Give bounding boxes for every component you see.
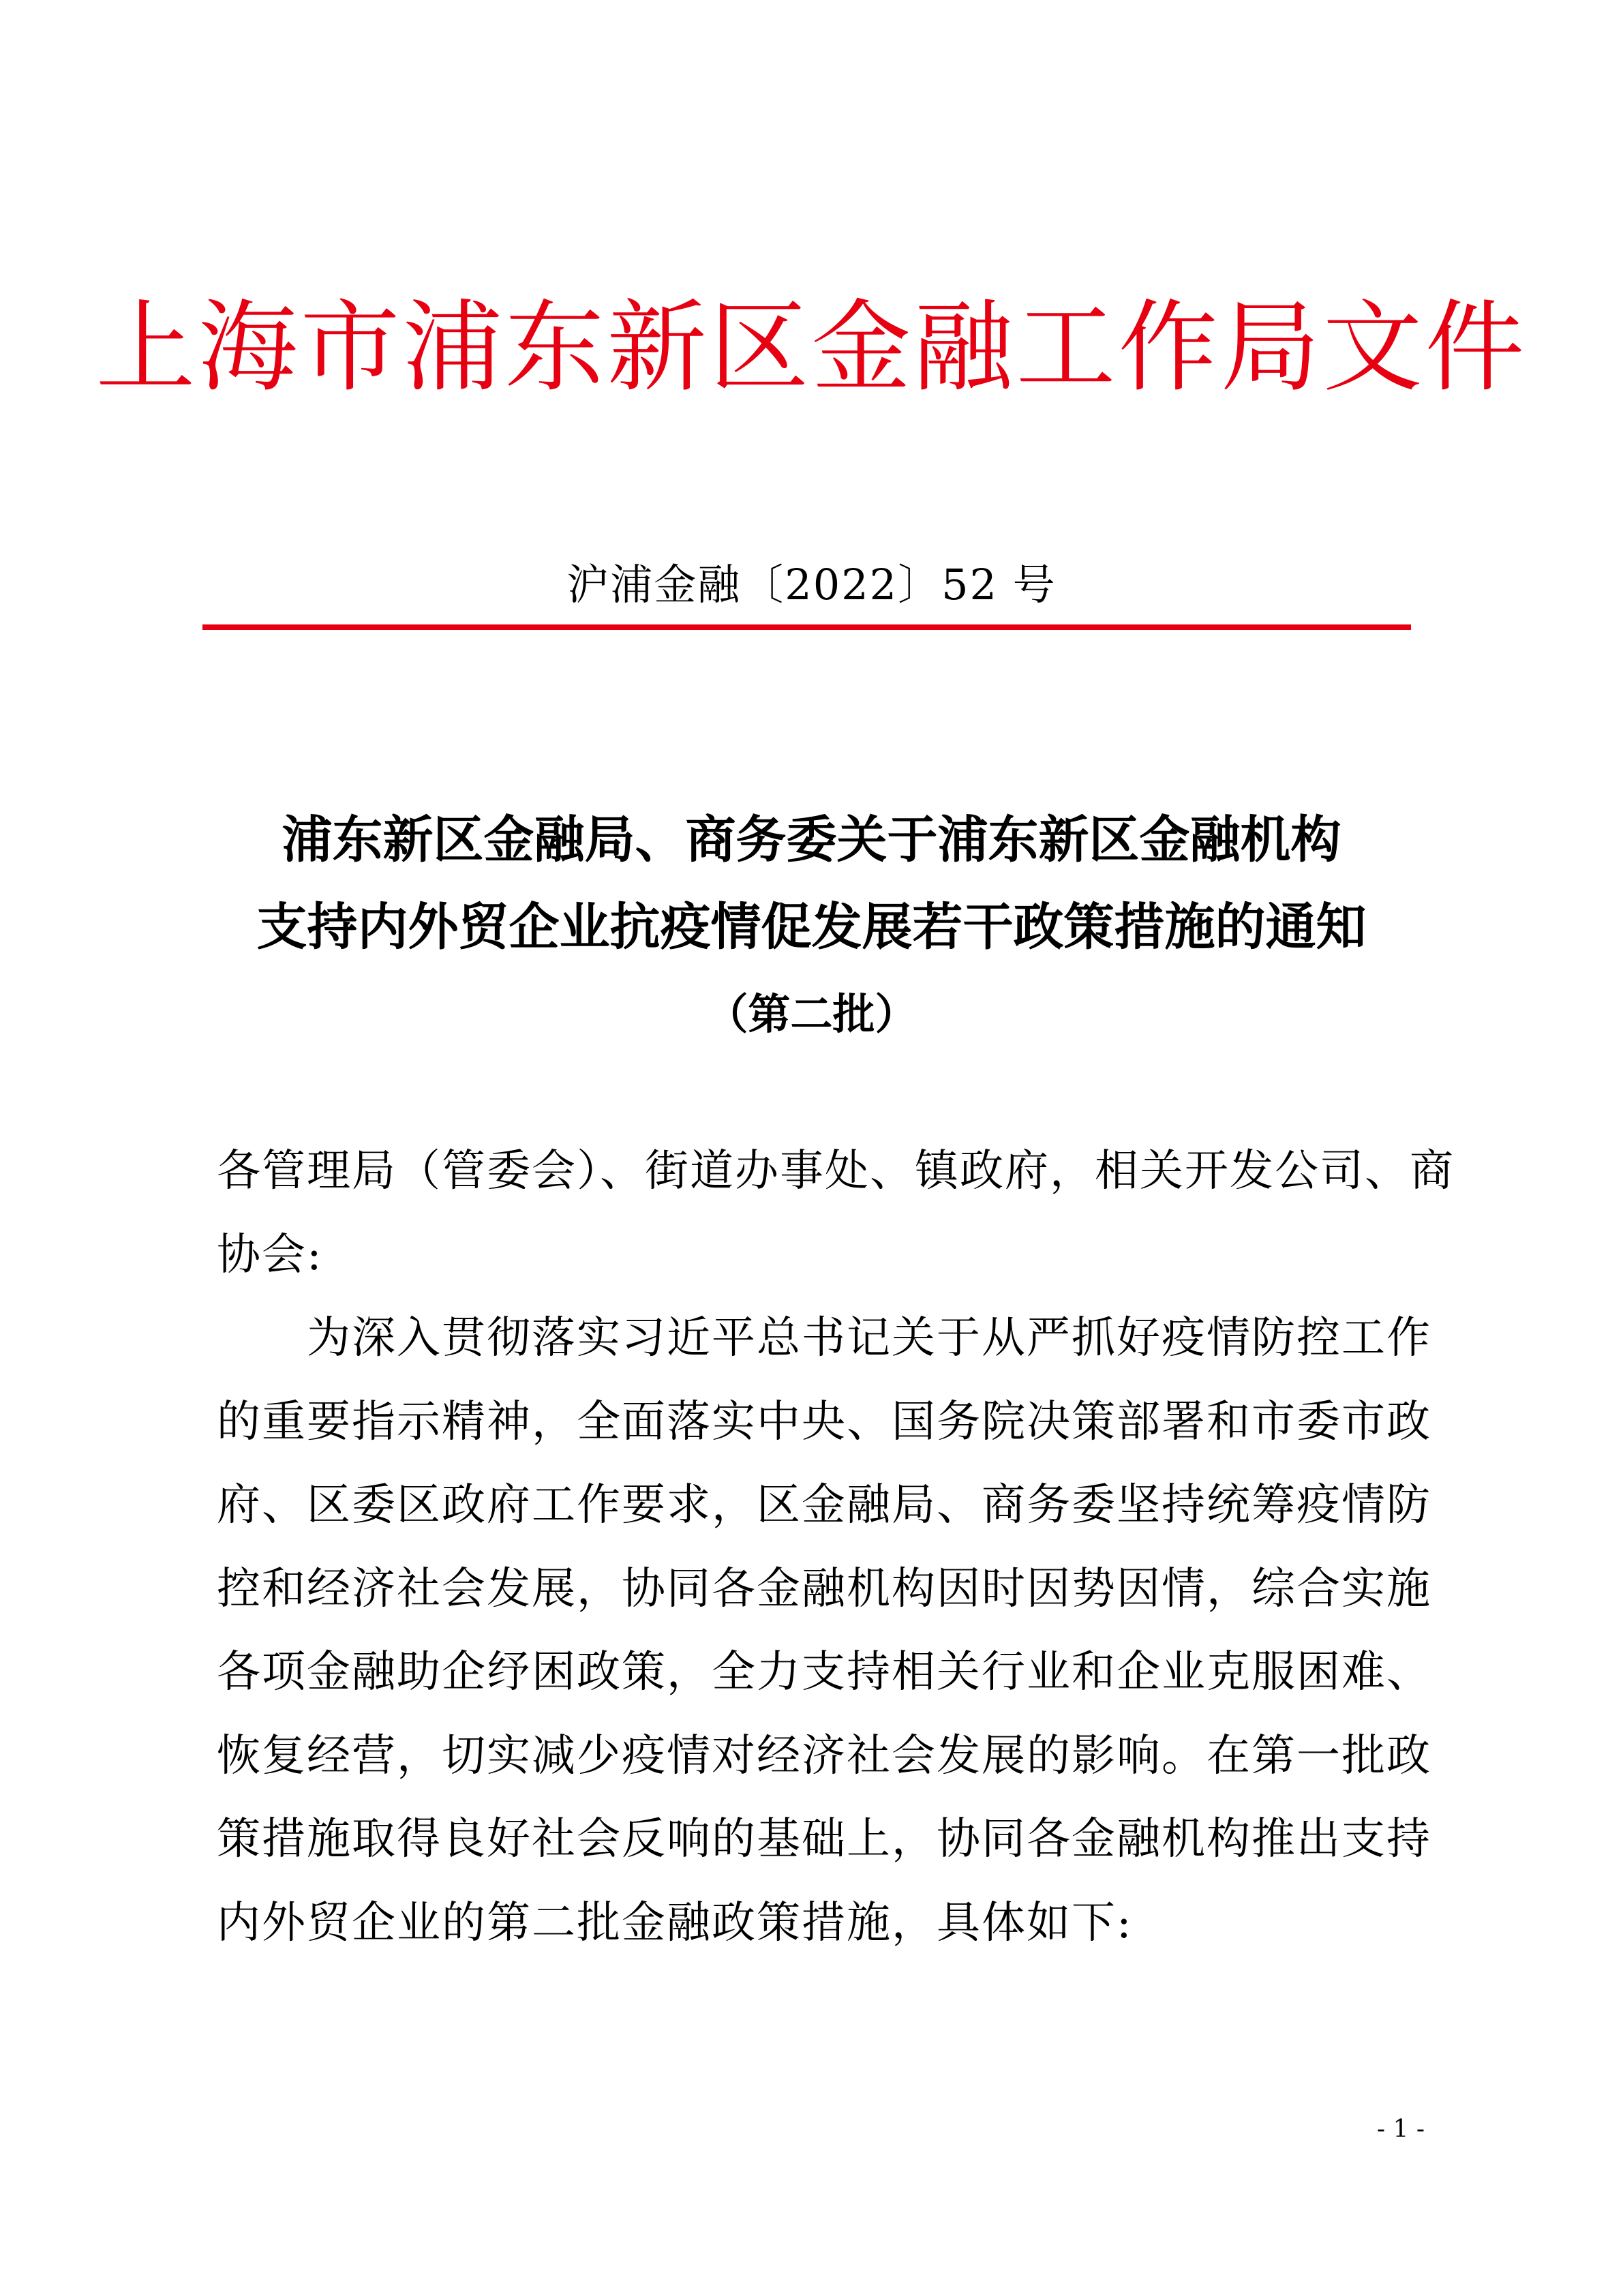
body-line-3: 为深入贯彻落实习近平总书记关于从严抓好疫情防控工作 xyxy=(217,1313,1431,1363)
body-line-8: 恢复经营，切实减少疫情对经济社会发展的影响。在第一批政 xyxy=(217,1731,1431,1781)
body-line-5: 府、区委区政府工作要求，区金融局、商务委坚持统筹疫情防 xyxy=(217,1480,1431,1530)
page-number: - 1 - xyxy=(1376,2115,1425,2143)
body-line-2: 协会: xyxy=(217,1230,323,1280)
body-line-6: 控和经济社会发展，协同各金融机构因时因势因情，综合实施 xyxy=(217,1564,1431,1614)
masthead-title: 上海市浦东新区金融工作局文件 xyxy=(95,290,1528,406)
body-line-4: 的重要指示精神，全面落实中央、国务院决策部署和市委市政 xyxy=(217,1397,1431,1447)
notice-title-line-2: 支持内外贸企业抗疫情促发展若干政策措施的通知 xyxy=(256,898,1367,956)
document-number: 沪浦金融〔2022〕52 号 xyxy=(566,560,1057,609)
notice-title-batch: （第二批） xyxy=(706,989,917,1039)
body-line-9: 策措施取得良好社会反响的基础上，协同各金融机构推出支持 xyxy=(217,1814,1431,1864)
body-line-1: 各管理局（管委会）、街道办事处、镇政府，相关开发公司、商 xyxy=(217,1146,1455,1196)
body-line-10: 内外贸企业的第二批金融政策措施，具体如下: xyxy=(217,1898,1133,1948)
red-separator-rule xyxy=(202,624,1411,630)
notice-title-line-1: 浦东新区金融局、商务委关于浦东新区金融机构 xyxy=(282,811,1341,869)
body-line-7: 各项金融助企纾困政策，全力支持相关行业和企业克服困难、 xyxy=(217,1647,1431,1697)
